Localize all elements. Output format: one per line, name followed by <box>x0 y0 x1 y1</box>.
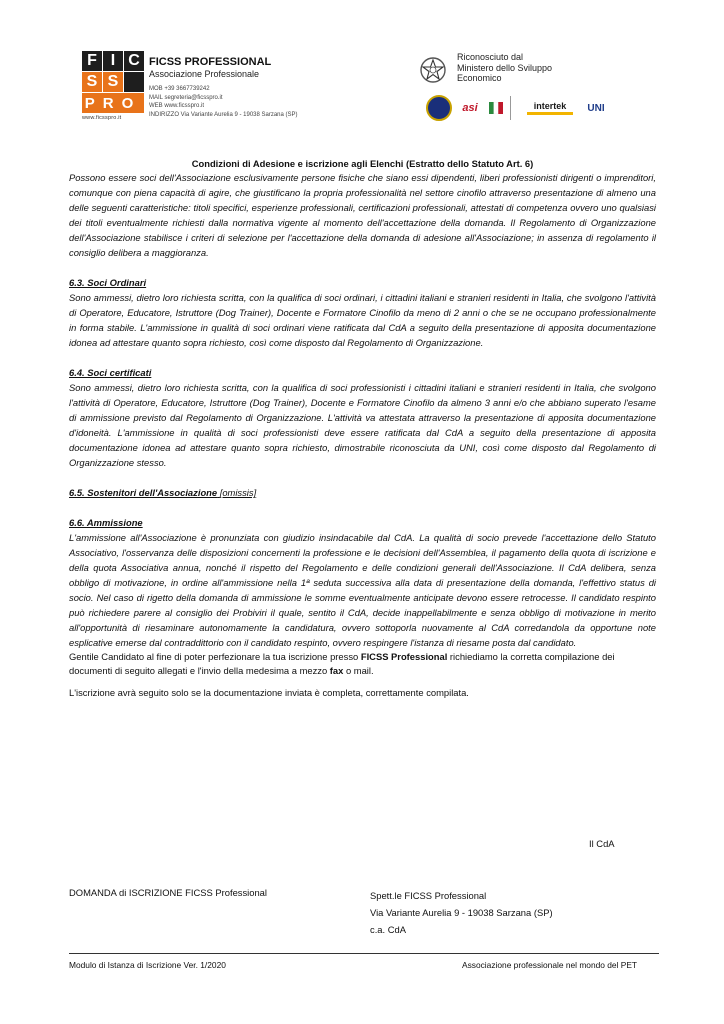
footer-tagline: Associazione professionale nel mondo del PET <box>462 960 638 970</box>
section-text-ammissione: L'ammissione all'Associazione è pronunziata con giudizio insindacabile dal CdA. La qualità di socio prevede l'accettazione dello Statuto Associativo, l'osservanza delle disposizioni concernenti la professione e le decisioni dell'Assemblea, il pagamento della quota di iscrizione e della quota Associativa annua, nonché il rispetto del Regolamento e delle condizioni generali dell'Associazione. Il CdA delibera, senza obbligo di motivazione, in ordine all'ammissione nella 1ª seduta successiva alla data di presentazione della domanda, l'effettivo status di socio. Nel caso di rigetto della domanda di ammissione le somme eventualmente anticipate devono essere retrocesse. Il candidato respinto può richiedere parere al consiglio dei Probiviri il quale, sentito il CdA, decide inappellabilmente e senza obbligo di motivazione in merito all'opportunità di riesaminare autonomamente la candidatura, ovvero sottoporla nuovamente al CdA corredandola da opportune note esplicative emerse dal contraddittorio con il candidato respinto, ovvero respingere l'istanza di riesame posta dal candidato. <box>69 532 656 648</box>
section-text-soci-certificati: Sono ammessi, dietro loro richiesta scritta, con la qualifica di soci professionisti i cittadini italiani e stranieri residenti in Italia, che svolgono l'attività di Operatore, Educatore, Istruttore (Dog Trainer), Docente e Formatore Cinofilo da almeno 3 anni e/o che abbiano superato l'esame di ammissione previsto dal Regolamento di Organizzazione. L'attività va attestata attraverso la presentazione di apposita documentazione d'idoneità. L'ammissione in qualità di soci professionisti deve essere ratificata dal CdA a seguito della presentazione di apposita documentazione idonea ad attestare quanto sopra richiesto, dimostrabile riconosciuta da UNI, così come disposto dal Regolamento di Organizzazione stesso. <box>69 382 656 468</box>
logo-url: www.ficsspro.it <box>82 115 122 121</box>
recognition-line: Riconosciuto dal <box>457 52 524 62</box>
candidate-note: Gentile Candidato al fine di poter perfezionare la tua iscrizione presso FICSS Professional richiediamo la corretta compilazione dei documenti di seguito allegati e l'invio della medesima a mezzo fax o mail. <box>69 651 615 676</box>
footer-form-version: Modulo di Istanza di Iscrizione Ver. 1/2020 <box>69 960 226 970</box>
org-subtitle: Associazione Professionale <box>149 69 260 79</box>
completion-note: L'iscrizione avrà seguito solo se la documentazione inviata è completa, correttamente compilata. <box>69 687 469 698</box>
divider <box>510 96 519 120</box>
contact-info <box>149 85 298 119</box>
section-title-soci-ordinari: 6.3. Soci Ordinari <box>69 277 147 288</box>
fax-bold: fax <box>329 665 344 676</box>
footer-divider <box>69 953 659 954</box>
intertek-wordmark: intertek <box>533 101 567 111</box>
contact-line: MOB +39 3667739242 <box>149 86 210 92</box>
document-body <box>69 158 656 700</box>
accreditation-badges <box>426 93 611 123</box>
recognition-text <box>457 52 552 84</box>
section-text-soci-ordinari: Sono ammessi, dietro loro richiesta scritta, con la qualifica di soci ordinari, i cittadini italiani e stranieri residenti in Italia, che svolgono l'attività di Operatore, Educatore, Istruttore (Dog Trainer), Docente e Formatore Cinofilo da meno di 2 anni o che se ne occupano professionalmente in forma stabile. L'ammissione in qualità di soci ordinari viene ratificata dal CdA a seguito della presentazione di apposita documentazione idonea ad attestare quanto sopra richiesto, così come disposto dal Regolamento di Organizzazione. <box>69 292 656 348</box>
omissis-note: [omissis] <box>219 487 257 498</box>
seal-badge-icon <box>426 95 452 121</box>
signature-cda: Il CdA <box>589 838 615 849</box>
intertek-logo <box>525 96 575 120</box>
recognition-line: Economico <box>457 73 502 83</box>
italian-republic-emblem-icon <box>418 53 448 85</box>
contact-line: MAIL segreteria@ficsspro.it <box>149 94 223 101</box>
org-name: FICSS PROFESSIONAL <box>149 56 272 68</box>
intro-paragraph: Possono essere soci dell'Associazione esclusivamente persone fisiche che siano essi dipendenti, liberi professionisti dirigenti o imprenditori, comunque con piena capacità di agire, che giustificano la propria professionalità nel settore cinofilo attraverso presentazione di almeno una delle seguenti caratteristiche: titoli specifici, esperienze professionali, certificazioni professionali, attestati di competenza ovvero uno qualsiasi dei titoli eventualmente richiesti dalla normativa vigente al momento dell'accettazione della domanda. Il Regolamento di Organizzazione dell'Associazione stabilisce i criteri di selezione per l'accettazione della domanda di adesione all'Associazione; in assenza di regolamento il consiglio delibera a maggioranza. <box>69 172 656 258</box>
ficss-professional-bold: FICSS Professional <box>360 651 448 662</box>
application-title: DOMANDA di ISCRIZIONE FICSS Professional <box>69 887 267 898</box>
section-title-ammissione: 6.6. Ammissione <box>69 517 143 528</box>
address-line: Spett.le FICSS Professional <box>370 890 487 901</box>
contact-line: INDIRIZZO Via Variante Aurelia 9 - 19038 Sarzana (SP) <box>149 111 298 118</box>
logo-tile: I <box>103 51 123 71</box>
section-title-soci-certificati: 6.4. Soci certificati <box>69 367 152 378</box>
logo-tile-blank <box>124 72 144 92</box>
asi-logo: asi <box>462 102 478 114</box>
document-heading: Condizioni di Adesione e iscrizione agli Elenchi (Estratto dello Statuto Art. 6) <box>191 158 534 169</box>
logo-tile: C <box>124 51 144 71</box>
logo-tile: S <box>103 72 123 92</box>
recognition-line: Ministero dello Sviluppo <box>457 62 553 73</box>
address-line: Via Variante Aurelia 9 - 19038 Sarzana (SP) <box>370 907 553 918</box>
contact-line: WEB www.ficsspro.it <box>149 103 205 109</box>
uni-logo: UNI <box>587 102 605 114</box>
italian-flag-icon <box>488 96 504 120</box>
ficss-logo <box>82 51 144 121</box>
sostenitori-title-text: 6.5. Sostenitori dell'Associazione <box>69 487 218 498</box>
section-title-sostenitori <box>69 485 656 500</box>
recipient-address <box>370 887 553 938</box>
logo-tile: PRO <box>82 93 144 113</box>
logo-tile: F <box>82 51 102 71</box>
intertek-bar <box>527 112 573 115</box>
logo-tile: S <box>82 72 102 92</box>
address-line: c.a. CdA <box>370 924 406 935</box>
